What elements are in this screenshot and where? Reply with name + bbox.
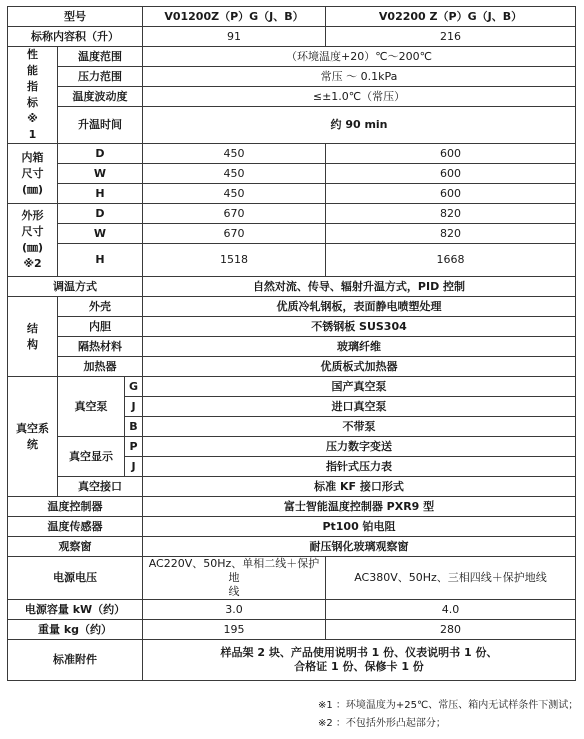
inner-row [8, 164, 576, 184]
model-label: 型号 [8, 7, 143, 27]
vacuum-display-code: P [125, 437, 143, 457]
window-label: 观察窗 [8, 537, 143, 557]
model-a: V01200Z（P）G（J、B） [143, 7, 326, 27]
power-capacity-a: 3.0 [143, 600, 326, 620]
vacuum-port-label: 真空接口 [58, 477, 143, 497]
outer-d-a: 670 [143, 204, 326, 224]
outer-w-b: 820 [326, 224, 576, 244]
vacuum-display-code: J [125, 457, 143, 477]
temp-method-label: 调温方式 [8, 277, 143, 297]
structure-line: 构 [27, 337, 38, 351]
capacity-a: 91 [143, 27, 326, 47]
window-value: 耐压钢化玻璃观察窗 [143, 537, 576, 557]
outer-d-label: D [58, 204, 143, 224]
weight-row [8, 620, 576, 640]
controller-value: 富士智能温度控制器 PXR9 型 [143, 497, 576, 517]
performance-line: 1 [28, 128, 37, 141]
temp-method-value: 自然对流、传导、辐射升温方式，PID 控制 [143, 277, 576, 297]
performance-row [8, 67, 576, 87]
capacity-b: 216 [326, 27, 576, 47]
liner-label: 内胆 [58, 317, 143, 337]
temp-method-row [8, 277, 576, 297]
vacuum-row [8, 477, 576, 497]
controller-row [8, 497, 576, 517]
model-b: V02200 Z（P）G（J、B） [326, 7, 576, 27]
inner-h-a: 450 [143, 184, 326, 204]
inner-h-b: 600 [326, 184, 576, 204]
performance-line: 性 [27, 48, 38, 61]
liner-value: 不锈钢板 SUS304 [143, 317, 576, 337]
power-a-line: 线 [228, 585, 240, 598]
accessories-line: 样品架 2 块、产品使用说明书 1 份、仪表说明书 1 份、 [220, 646, 498, 659]
performance-group-label [8, 47, 58, 144]
structure-line: 结 [27, 321, 38, 335]
structure-row [8, 337, 576, 357]
pressure-range-label: 压力范围 [58, 67, 143, 87]
vacuum-pump-label: 真空泵 [58, 377, 125, 437]
heat-time-label: 升温时间 [58, 107, 143, 144]
vacuum-pump-value: 不带泵 [143, 417, 576, 437]
outer-row [8, 224, 576, 244]
inner-line: (㎜) [21, 182, 44, 196]
model-row [8, 7, 576, 27]
outer-h-a: 1518 [143, 244, 326, 277]
weight-a: 195 [143, 620, 326, 640]
power-row [8, 557, 576, 600]
inner-d-label: D [58, 144, 143, 164]
fluctuation-label: 温度波动度 [58, 87, 143, 107]
footnotes [0, 697, 579, 733]
power-capacity-b: 4.0 [326, 600, 576, 620]
temp-range-value: （环境温度+20）℃～200℃ [143, 47, 576, 67]
capacity-label: 标称内容积（升） [8, 27, 143, 47]
sensor-value: Pt100 铂电阻 [143, 517, 576, 537]
inner-d-a: 450 [143, 144, 326, 164]
vacuum-line: 真空系 [16, 421, 49, 435]
heater-value: 优质板式加热器 [143, 357, 576, 377]
temp-range-label: 温度范围 [58, 47, 143, 67]
inner-line: 尺寸 [21, 166, 44, 180]
footnote: ※1 ：环境温度为+25℃、常压、箱内无试样条件下测试； [318, 700, 579, 711]
inner-d-b: 600 [326, 144, 576, 164]
power-capacity-row [8, 600, 576, 620]
outer-h-b: 1668 [326, 244, 576, 277]
vacuum-line: 统 [27, 437, 38, 451]
inner-row [8, 144, 576, 164]
shell-value: 优质冷轧钢板，表面静电喷塑处理 [143, 297, 576, 317]
window-row [8, 537, 576, 557]
outer-row [8, 244, 576, 277]
outer-w-label: W [58, 224, 143, 244]
vacuum-display-label: 真空显示 [58, 437, 125, 477]
spec-table [7, 6, 576, 681]
vacuum-display-value: 压力数字变送 [143, 437, 576, 457]
footnote: ※2 ：不包括外形凸起部分； [318, 718, 446, 729]
heat-time-value: 约 90 min [143, 107, 576, 144]
vacuum-row [8, 437, 576, 457]
inner-row [8, 184, 576, 204]
outer-h-label: H [58, 244, 143, 277]
vacuum-row [8, 377, 576, 397]
vacuum-group-label [8, 377, 58, 497]
sensor-label: 温度传感器 [8, 517, 143, 537]
pressure-range-value: 常压 ～ 0.1kPa [143, 67, 576, 87]
inner-w-label: W [58, 164, 143, 184]
performance-line: ※ [27, 112, 38, 125]
outer-row [8, 204, 576, 224]
fluctuation-value: ≤±1.0℃（常压） [143, 87, 576, 107]
outer-line: 尺寸 [21, 225, 44, 238]
accessories-label: 标准附件 [8, 640, 143, 681]
power-a [143, 557, 326, 600]
vacuum-pump-value: 国产真空泵 [143, 377, 576, 397]
inner-w-a: 450 [143, 164, 326, 184]
vacuum-pump-value: 进口真空泵 [143, 397, 576, 417]
insulation-label: 隔热材料 [58, 337, 143, 357]
inner-w-b: 600 [326, 164, 576, 184]
outer-line: (㎜) [21, 241, 44, 254]
performance-line: 能 [27, 64, 38, 77]
structure-row [8, 317, 576, 337]
controller-label: 温度控制器 [8, 497, 143, 517]
performance-line: 标 [27, 96, 38, 109]
heater-label: 加热器 [58, 357, 143, 377]
vacuum-pump-code: J [125, 397, 143, 417]
inner-h-label: H [58, 184, 143, 204]
performance-row [8, 107, 576, 144]
outer-d-b: 820 [326, 204, 576, 224]
outer-group-label [8, 204, 58, 277]
shell-label: 外壳 [58, 297, 143, 317]
weight-b: 280 [326, 620, 576, 640]
power-a-line: AC220V、50Hz、单相二线＋保护地 [148, 557, 320, 584]
performance-row [8, 47, 576, 67]
spec-sheet [7, 6, 575, 681]
inner-line: 内箱 [21, 150, 44, 164]
inner-group-label [8, 144, 58, 204]
power-label: 电源电压 [8, 557, 143, 600]
accessories-value [143, 640, 576, 681]
vacuum-pump-code: G [125, 377, 143, 397]
vacuum-port-value: 标准 KF 接口形式 [143, 477, 576, 497]
weight-label: 重量 kg（约） [8, 620, 143, 640]
capacity-row [8, 27, 576, 47]
vacuum-display-value: 指针式压力表 [143, 457, 576, 477]
vacuum-pump-code: B [125, 417, 143, 437]
power-capacity-label: 电源容量 kW（约） [8, 600, 143, 620]
sensor-row [8, 517, 576, 537]
outer-line: 外形 [21, 209, 44, 222]
outer-w-a: 670 [143, 224, 326, 244]
structure-row [8, 357, 576, 377]
outer-line: ※2 [23, 257, 42, 270]
structure-group-label [8, 297, 58, 377]
power-b: AC380V、50Hz、三相四线＋保护地线 [326, 557, 576, 600]
accessories-row [8, 640, 576, 681]
performance-row [8, 87, 576, 107]
insulation-value: 玻璃纤维 [143, 337, 576, 357]
accessories-line: 合格证 1 份、保修卡 1 份 [294, 660, 424, 673]
performance-line: 指 [27, 80, 38, 93]
structure-row [8, 297, 576, 317]
